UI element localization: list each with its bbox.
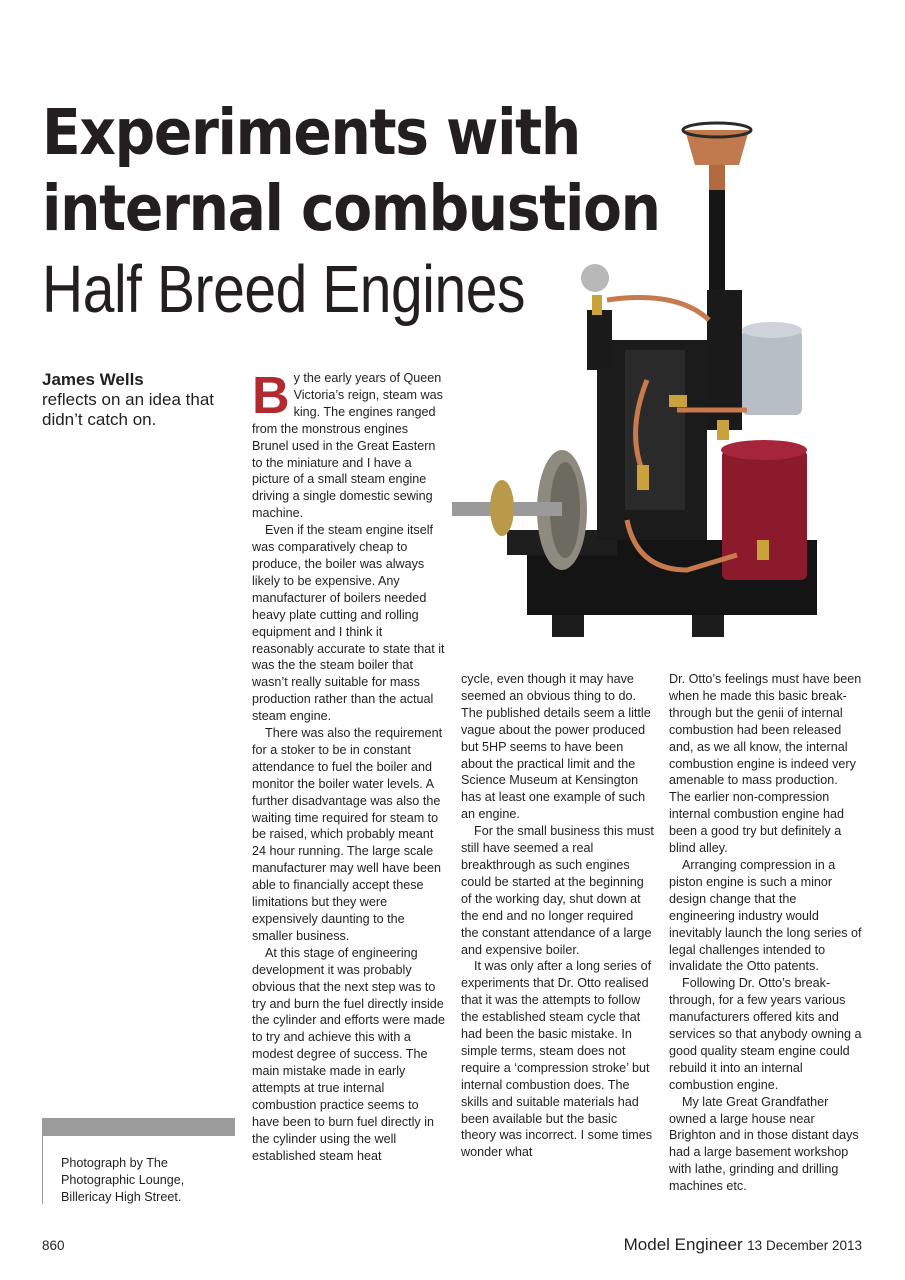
headline-line-1: Experiments with — [42, 96, 580, 169]
paragraph: My late Great Grandfather owned a large house near Brighton and in those distant days had a large basement workshop with lathe, grinding and drilling machines etc. — [669, 1094, 859, 1194]
paragraph: cycle, even though it may have seemed an obvious thing to do. The published details seem a little vague about the power produced but 5HP seems to have been about the practical limit and the Science Museum at Kensington has at least one example of such an engine. — [461, 672, 651, 822]
issue-date: 13 December 2013 — [747, 1238, 862, 1253]
body-column-1 — [252, 367, 445, 1165]
headline-line-2: internal combustion — [42, 172, 660, 245]
caption-rule-vertical — [42, 1136, 43, 1204]
photo-caption: Photograph by The Photographic Lounge, Billericay High Street. — [61, 1156, 185, 1204]
byline — [42, 370, 242, 430]
author-name: James Wells — [42, 370, 144, 389]
magazine-name: Model Engineer — [623, 1235, 743, 1254]
paragraph: For the small business this must still have seemed a real breakthrough as such engines could be started at the beginning of the working day, shut down at the end and no longer required the constant attendance of a large and expensive boiler. — [461, 824, 654, 957]
body-column-2 — [461, 671, 654, 1161]
standfirst: reflects on an idea that didn’t catch on. — [42, 390, 215, 429]
steam-engine-photo — [447, 110, 842, 655]
body-column-3 — [669, 671, 862, 1195]
paragraph: At this stage of engineering development it was probably obvious that the next step was to try and burn the fuel directly inside the cylinder and efforts were made to try and achieve this with a modest degree of success. The main mistake made in early attempts at true internal combustion practice seems to have been to burn fuel directly in the cylinder using the well established steam heat — [252, 945, 445, 1163]
subheadline: Half Breed Engines — [42, 252, 526, 327]
drop-cap: B — [252, 367, 290, 425]
paragraph: Following Dr. Otto’s break-through, for a few years various manufacturers offered kits and services so that anybody owning a good quality steam engine could rebuild it into an internal combustion engine. — [669, 976, 862, 1092]
paragraph: Even if the steam engine itself was comparatively cheap to produce, the boiler was always likely to be expensive. Any manufacturer of boilers needed heavy plate cutting and rolling equipment and I think it reasonably accurate to state that it was the the steam boiler that wasn’t really suitable for mass production rather than the actual steam engine. — [252, 523, 445, 724]
paragraph: Dr. Otto’s feelings must have been when he made this basic break-through but the genii of internal combustion had been released and, as we all know, the internal combustion engine is indeed very amenable to mass production. The earlier non-compression internal combustion engine had been a good try but definitely a blind alley. — [669, 672, 862, 856]
paragraph: It was only after a long series of experiments that Dr. Otto realised that it was the attempts to follow the established steam cycle that had been the basic mistake. In simple terms, steam does not require a ‘compression stroke’ but internal combustion does. The skills and suitable materials had been available but the basic theory was incorrect. I some times wonder what — [461, 959, 653, 1160]
caption-rule — [42, 1118, 235, 1136]
paragraph: There was also the requirement for a stoker to be in constant attendance to fuel the boiler and monitor the boiler water levels. A further disadvantage was also the waiting time required for steam to be raised, which probably meant 24 hour running. The large scale manufacturer may well have been able to financially accept these limitations but they were expensively daunting to the smaller business. — [252, 726, 443, 943]
footer-masthead — [624, 1235, 862, 1255]
page-number: 860 — [42, 1238, 65, 1253]
paragraph: y the early years of Queen Victoria’s reign, steam was king. The engines ranged from the monstrous engines Brunel used in the Great Eastern to the miniature and I have a picture of a small steam engine driving a single domestic sewing machine. — [252, 371, 443, 521]
paragraph: Arranging compression in a piston engine is such a minor design change that the engineering industry would inevitably launch the long series of legal challenges intended to invalidate the Otto patents. — [669, 857, 862, 974]
